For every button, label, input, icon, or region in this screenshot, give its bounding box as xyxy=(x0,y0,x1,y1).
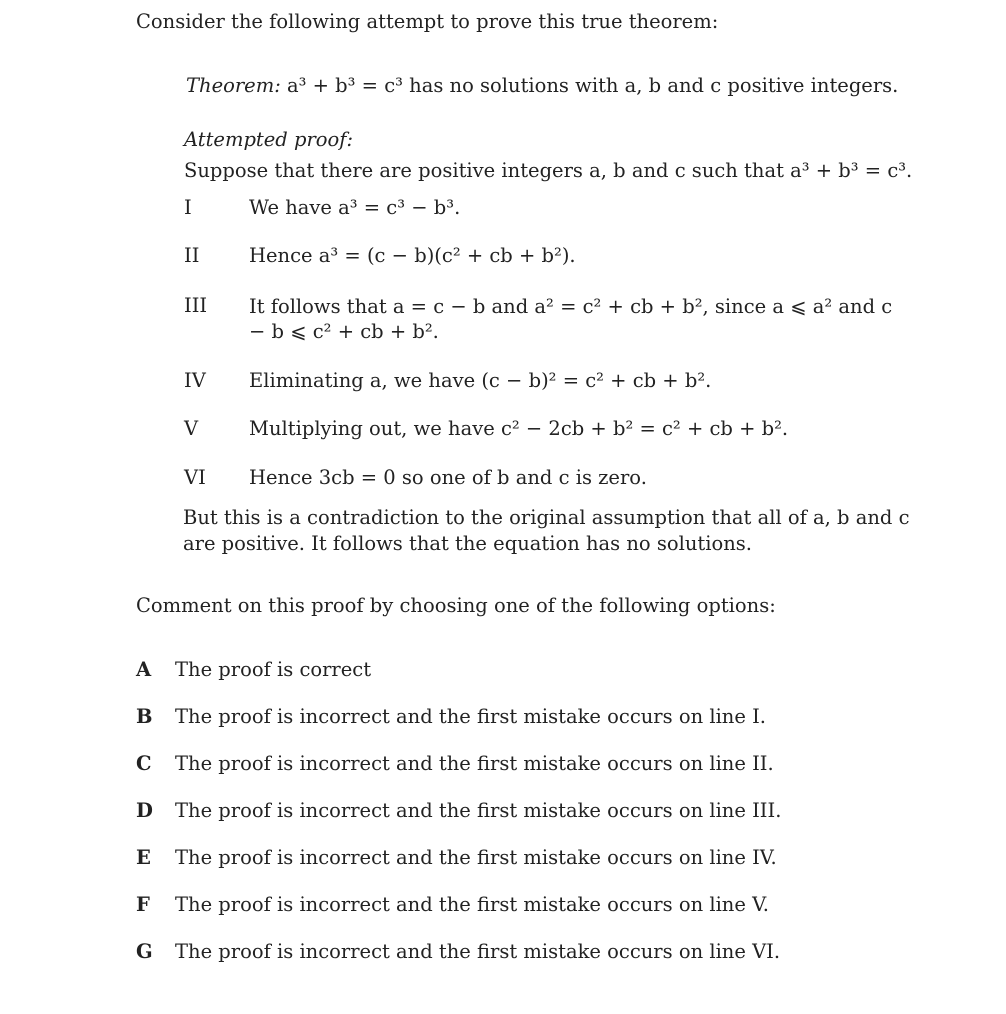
intro-text: Consider the following attempt to prove this true theorem: xyxy=(136,10,719,33)
proof-line-number: II xyxy=(184,244,200,267)
option-letter[interactable]: B xyxy=(136,705,153,728)
theorem-statement: a³ + b³ = c³ has no solutions with a, b and c positive integers. xyxy=(286,74,899,97)
conclusion-text: But this is a contradiction to the original assumption that all of a, b and c are positive. It follows that the equation has no solutions. xyxy=(183,506,910,555)
proof-line-text: We have a³ = c³ − b³. xyxy=(249,196,461,219)
proof-line-number: V xyxy=(184,417,199,440)
suppose-line: Suppose that there are positive integers a, b and c such that a³ + b³ = c³. xyxy=(184,159,913,182)
option-letter[interactable]: G xyxy=(136,940,153,963)
option-letter[interactable]: D xyxy=(136,799,153,822)
proof-line-number: I xyxy=(184,196,192,219)
proof-line-text: Hence a³ = (c − b)(c² + cb + b²). xyxy=(249,244,576,267)
proof-line-number: III xyxy=(184,294,208,317)
proof-line-text: It follows that a = c − b and a² = c² + cb + b², since a ⩽ a² and c − b ⩽ c² + cb + b². xyxy=(249,295,893,343)
option-letter[interactable]: F xyxy=(136,893,150,916)
option-text[interactable]: The proof is correct xyxy=(175,658,372,681)
theorem-label: Theorem: xyxy=(186,74,281,97)
attempted-proof-label: Attempted proof: xyxy=(184,128,354,151)
option-text[interactable]: The proof is incorrect and the first mistake occurs on line VI. xyxy=(175,940,781,963)
option-letter[interactable]: C xyxy=(136,752,152,775)
option-text[interactable]: The proof is incorrect and the first mistake occurs on line I. xyxy=(175,705,766,728)
option-text[interactable]: The proof is incorrect and the first mistake occurs on line IV. xyxy=(175,846,777,869)
option-text[interactable]: The proof is incorrect and the first mistake occurs on line V. xyxy=(175,893,769,916)
proof-line-text: Multiplying out, we have c² − 2cb + b² = c² + cb + b². xyxy=(249,417,789,440)
proof-line-text: Hence 3cb = 0 so one of b and c is zero. xyxy=(249,466,647,489)
option-text[interactable]: The proof is incorrect and the first mistake occurs on line II. xyxy=(175,752,774,775)
theorem xyxy=(186,74,898,97)
option-letter[interactable]: A xyxy=(136,658,152,681)
question-prompt: Comment on this proof by choosing one of the following options: xyxy=(136,594,776,617)
proof-line-text: Eliminating a, we have (c − b)² = c² + cb + b². xyxy=(249,369,712,392)
proof-line-number: IV xyxy=(184,369,206,392)
option-text[interactable]: The proof is incorrect and the first mistake occurs on line III. xyxy=(175,799,782,822)
option-letter[interactable]: E xyxy=(136,846,151,869)
proof-line-number: VI xyxy=(184,466,206,489)
